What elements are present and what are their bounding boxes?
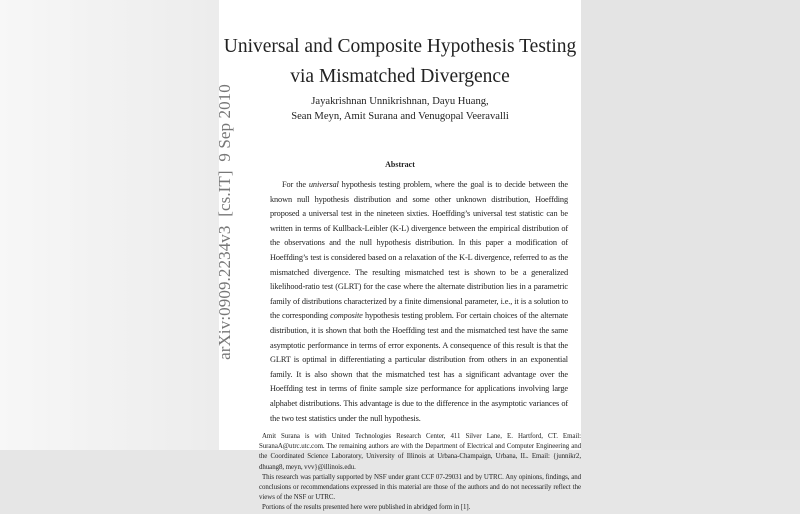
abstract-emphasis-composite: composite xyxy=(330,311,363,321)
footnotes xyxy=(259,432,581,514)
authors-line-1: Jayakrishnan Unnikrishnan, Dayu Huang, xyxy=(311,96,489,107)
footnote-funding: This research was partially supported by NSF under grant CCF 07-29031 and by UTRC. Any opinions, findings, and conclusions or recommendations expressed in this material are those of the authors and do not necessarily reflect the views of the NSF or UTRC. xyxy=(259,473,581,502)
abstract-body xyxy=(270,178,568,426)
authors-line-2: Sean Meyn, Amit Surana and Venugopal Veeravalli xyxy=(291,111,509,122)
viewer-background-left xyxy=(0,0,219,450)
footnote-prior-publication: Portions of the results presented here were published in abridged form in [1]. xyxy=(262,504,471,512)
abstract-text: hypothesis testing problem. For certain choices of the alternate distribution, it is shown that both the Hoeffding test and the mismatched test have the same asymptotic performance in terms of error exponents. A consequence of this result is that the GLRT is optimal in differentiating a particular distribution from others in an exponential family. It is also shown that the mismatched test has a significant advantage over the Hoeffding test in terms of finite sample size performance for applications involving large alphabet distributions. This advantage is due to the difference in the asymptotic variances of the two test statistics under the null hypothesis. xyxy=(270,311,568,423)
arxiv-stamp: arXiv:0909.2234v3 [cs.IT] 9 Sep 2010 xyxy=(215,84,234,360)
abstract-text: hypothesis testing problem, where the goal is to decide between the known null hypothesis distribution and some other unknown distribution, Hoeffding proposed a universal test in the nineteen sixties. Hoeffding’s universal test statistic can be written in terms of Kullback-Leibler (K-L) divergence between the empirical distribution of the observations and the null hypothesis distribution. In this paper a modification of Hoeffding’s test is considered based on a relaxation of the K-L divergence, referred to as the mismatched divergence. The resulting mismatched test is shown to be a generalized likelihood-ratio test (GLRT) for the case where the alternate distribution lies in a parametric family of distributions characterized by a finite dimensional parameter, i.e., it is a solution to the corresponding xyxy=(270,180,568,321)
footnote-affiliations: Amit Surana is with United Technologies Research Center, 411 Silver Lane, E. Hartford, CT. Email: SuranaA@utrc.utc.com. The remaining authors are with the Department of Electrical and Computer Engineering and the Coordinated Science Laboratory, University of Illinois at Urbana-Champaign, Urbana, IL. Email: {junnikr2, dhuang8, meyn, vvv}@illinois.edu. xyxy=(259,433,581,471)
abstract-text: For the xyxy=(282,180,309,189)
paper-title-line-1: Universal and Composite Hypothesis Testing xyxy=(223,36,577,57)
viewer-background-right xyxy=(581,0,800,450)
abstract-emphasis-universal: universal xyxy=(308,180,339,189)
abstract-heading: Abstract xyxy=(385,160,415,169)
paper-title-line-2: via Mismatched Divergence xyxy=(290,66,510,87)
